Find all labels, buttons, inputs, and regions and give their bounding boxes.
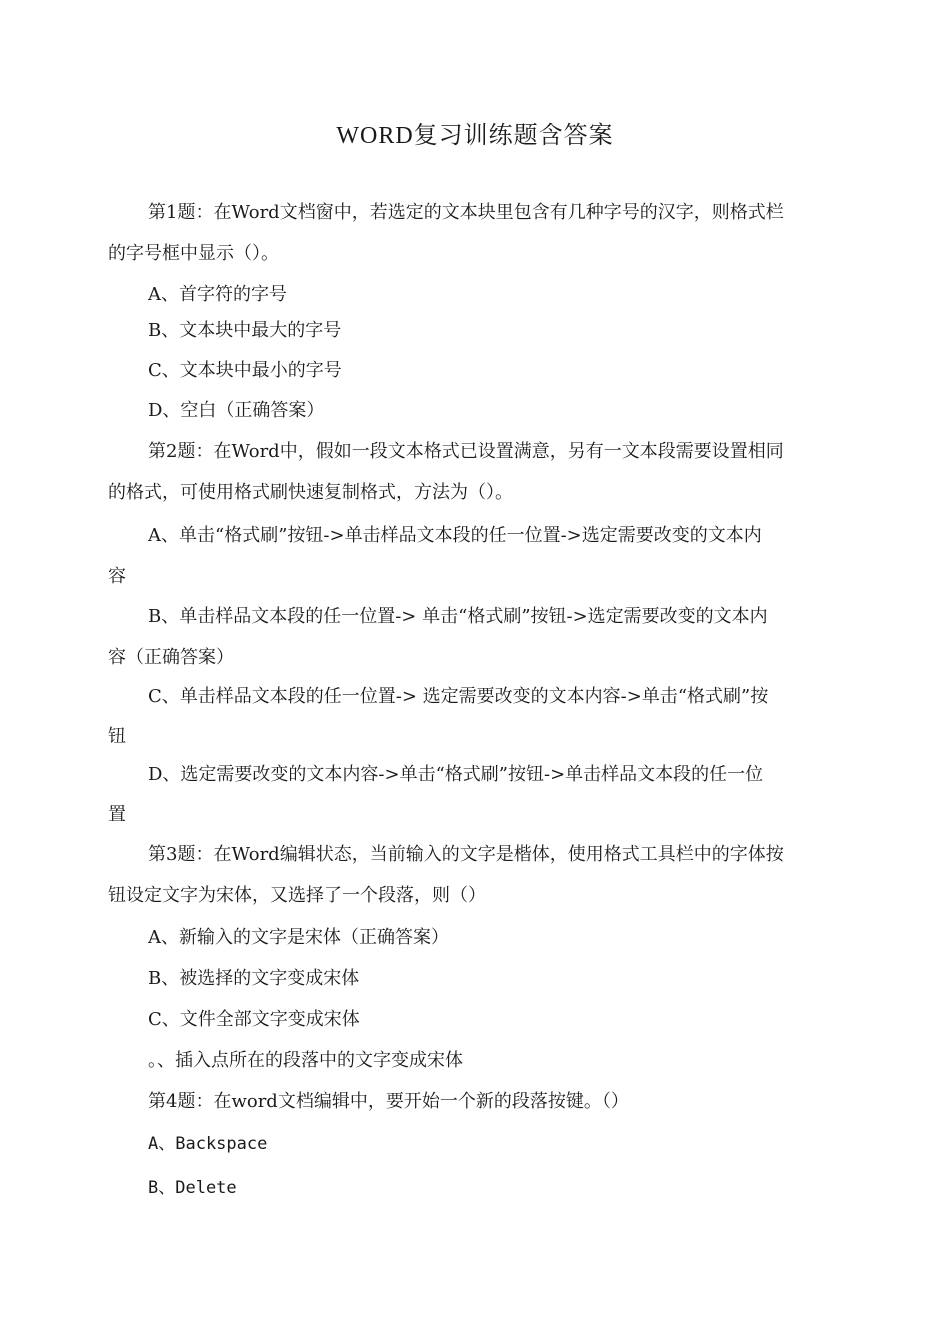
q4-stem-line1: 第4题：在word文档编辑中，要开始一个新的段落按键。（） bbox=[148, 1091, 629, 1112]
q2-option-d-line1: D、选定需要改变的文本内容->单击“格式刷”按钮->单击样品文本段的任一位 bbox=[148, 764, 764, 785]
q4-option-a: A、Backspace bbox=[148, 1134, 268, 1154]
q2-option-c-line1: C、单击样品文本段的任一位置-> 选定需要改变的文本内容->单击“格式刷”按 bbox=[148, 686, 769, 707]
q1-option-d: D、空白（正确答案） bbox=[148, 400, 325, 421]
q2-option-d-line2: 置 bbox=[108, 804, 126, 825]
q1-option-c: C、文本块中最小的字号 bbox=[148, 360, 342, 381]
q1-stem-line1: 第1题：在Word文档窗中，若选定的文本块里包含有几种字号的汉字，则格式栏 bbox=[148, 202, 784, 223]
q2-option-b-line1: B、单击样品文本段的任一位置-> 单击“格式刷”按钮->选定需要改变的文本内 bbox=[148, 606, 768, 627]
q3-option-a: A、新输入的文字是宋体（正确答案） bbox=[148, 927, 449, 948]
q3-option-b: B、被选择的文字变成宋体 bbox=[148, 968, 360, 989]
q1-option-b: B、文本块中最大的字号 bbox=[148, 320, 342, 341]
document-title: WORD复习训练题含答案 bbox=[336, 123, 614, 149]
q3-option-d: 。、插入点所在的段落中的文字变成宋体 bbox=[148, 1050, 463, 1071]
q2-option-b-line2: 容（正确答案） bbox=[108, 647, 234, 668]
q3-stem-line1: 第3题：在Word编辑状态，当前输入的文字是楷体，使用格式工具栏中的字体按 bbox=[148, 844, 784, 865]
q1-stem-line2: 的字号框中显示（）。 bbox=[108, 243, 279, 264]
q3-option-c: C、文件全部文字变成宋体 bbox=[148, 1009, 360, 1030]
q4-option-b: B、Delete bbox=[148, 1178, 237, 1198]
q2-option-c-line2: 钮 bbox=[108, 726, 126, 747]
q2-stem-line1: 第2题：在Word中，假如一段文本格式已设置满意，另有一文本段需要设置相同 bbox=[148, 441, 784, 462]
q2-stem-line2: 的格式，可使用格式刷快速复制格式，方法为（）。 bbox=[108, 482, 513, 503]
q2-option-a-line1: A、单击“格式刷”按钮->单击样品文本段的任一位置->选定需要改变的文本内 bbox=[148, 525, 762, 546]
q1-option-a: A、首字符的字号 bbox=[148, 284, 287, 305]
q3-stem-line2: 钮设定文字为宋体，又选择了一个段落，则（） bbox=[108, 885, 486, 906]
q2-option-a-line2: 容 bbox=[108, 566, 126, 587]
